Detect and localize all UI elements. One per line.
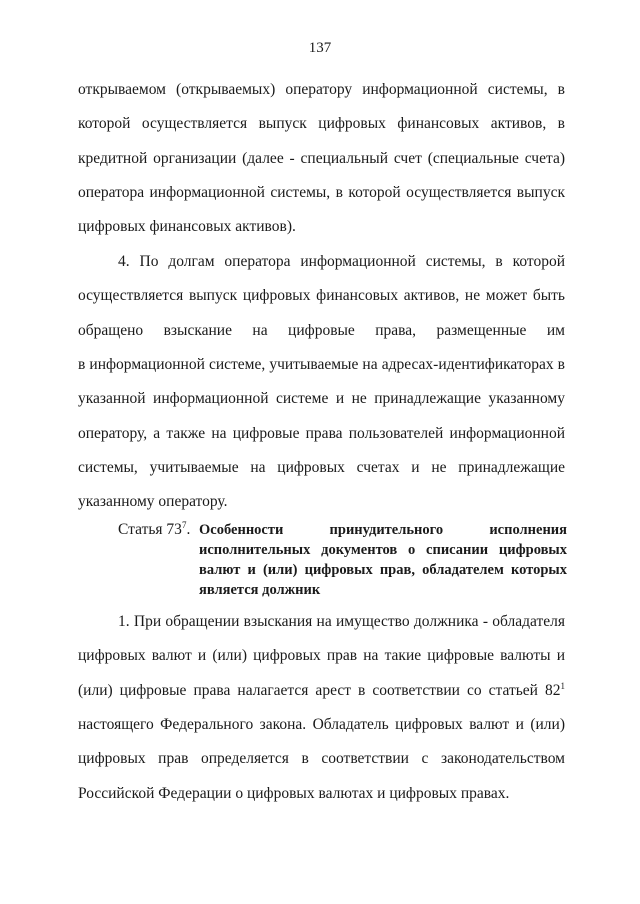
page-number: 137 <box>308 40 332 56</box>
paragraph-line: оператору, а также на цифровые права пользователей информационной <box>78 425 565 442</box>
paragraph-line: кредитной организации (далее - специальный счет (специальные счета) <box>78 150 565 167</box>
paragraph-line: цифровых финансовых активов). <box>78 218 296 235</box>
article-title-line: Особенности принудительного исполнения <box>199 522 567 538</box>
paragraph-line: 4. По долгам оператора информационной системы, в которой <box>118 253 565 270</box>
paragraph-line: открываемом (открываемых) оператору информационной системы, в <box>78 81 565 98</box>
paragraph-line: цифровых прав определяется в соответствии с законодательством <box>78 750 565 767</box>
paragraph-line-text: (или) цифровые права налагается арест в соответствии со статьей 82 <box>78 682 561 699</box>
paragraph-line: системы, учитываемые на цифровых счетах и не принадлежащие <box>78 459 565 476</box>
paragraph-line: указанному оператору. <box>78 493 228 510</box>
footnote-superscript: 1 <box>560 681 565 691</box>
article-label <box>118 520 190 540</box>
article-label-suffix: . <box>186 521 191 538</box>
paragraph-line <box>78 681 565 701</box>
article-title-line: исполнительных документов о списании цифровых <box>199 542 567 558</box>
article-title-line: является должник <box>199 582 321 598</box>
article-number: Статья 73 <box>118 521 182 538</box>
article-number-superscript: 7 <box>181 520 187 530</box>
paragraph-line: которой осуществляется выпуск цифровых финансовых активов, в <box>78 115 565 132</box>
paragraph-line: в информационной системе, учитываемые на адресах-идентификаторах в <box>78 356 565 373</box>
paragraph-line: осуществляется выпуск цифровых финансовых активов, не может быть <box>78 287 565 304</box>
paragraph-line: настоящего Федерального закона. Обладатель цифровых валют и (или) <box>78 716 565 733</box>
paragraph-line: оператора информационной системы, в которой осуществляется выпуск <box>78 184 565 201</box>
paragraph-line: цифровых валют и (или) цифровых прав на такие цифровые валюты и <box>78 647 565 664</box>
paragraph-line: указанной информационной системе и не принадлежащие указанному <box>78 390 565 407</box>
paragraph-line: 1. При обращении взыскания на имущество должника - обладателя <box>118 613 565 630</box>
paragraph-line: Российской Федерации о цифровых валютах и цифровых правах. <box>78 785 510 802</box>
paragraph-line: обращено взыскание на цифровые права, размещенные им <box>78 322 565 339</box>
article-title-line: валют и (или) цифровых прав, обладателем которых <box>199 562 567 578</box>
